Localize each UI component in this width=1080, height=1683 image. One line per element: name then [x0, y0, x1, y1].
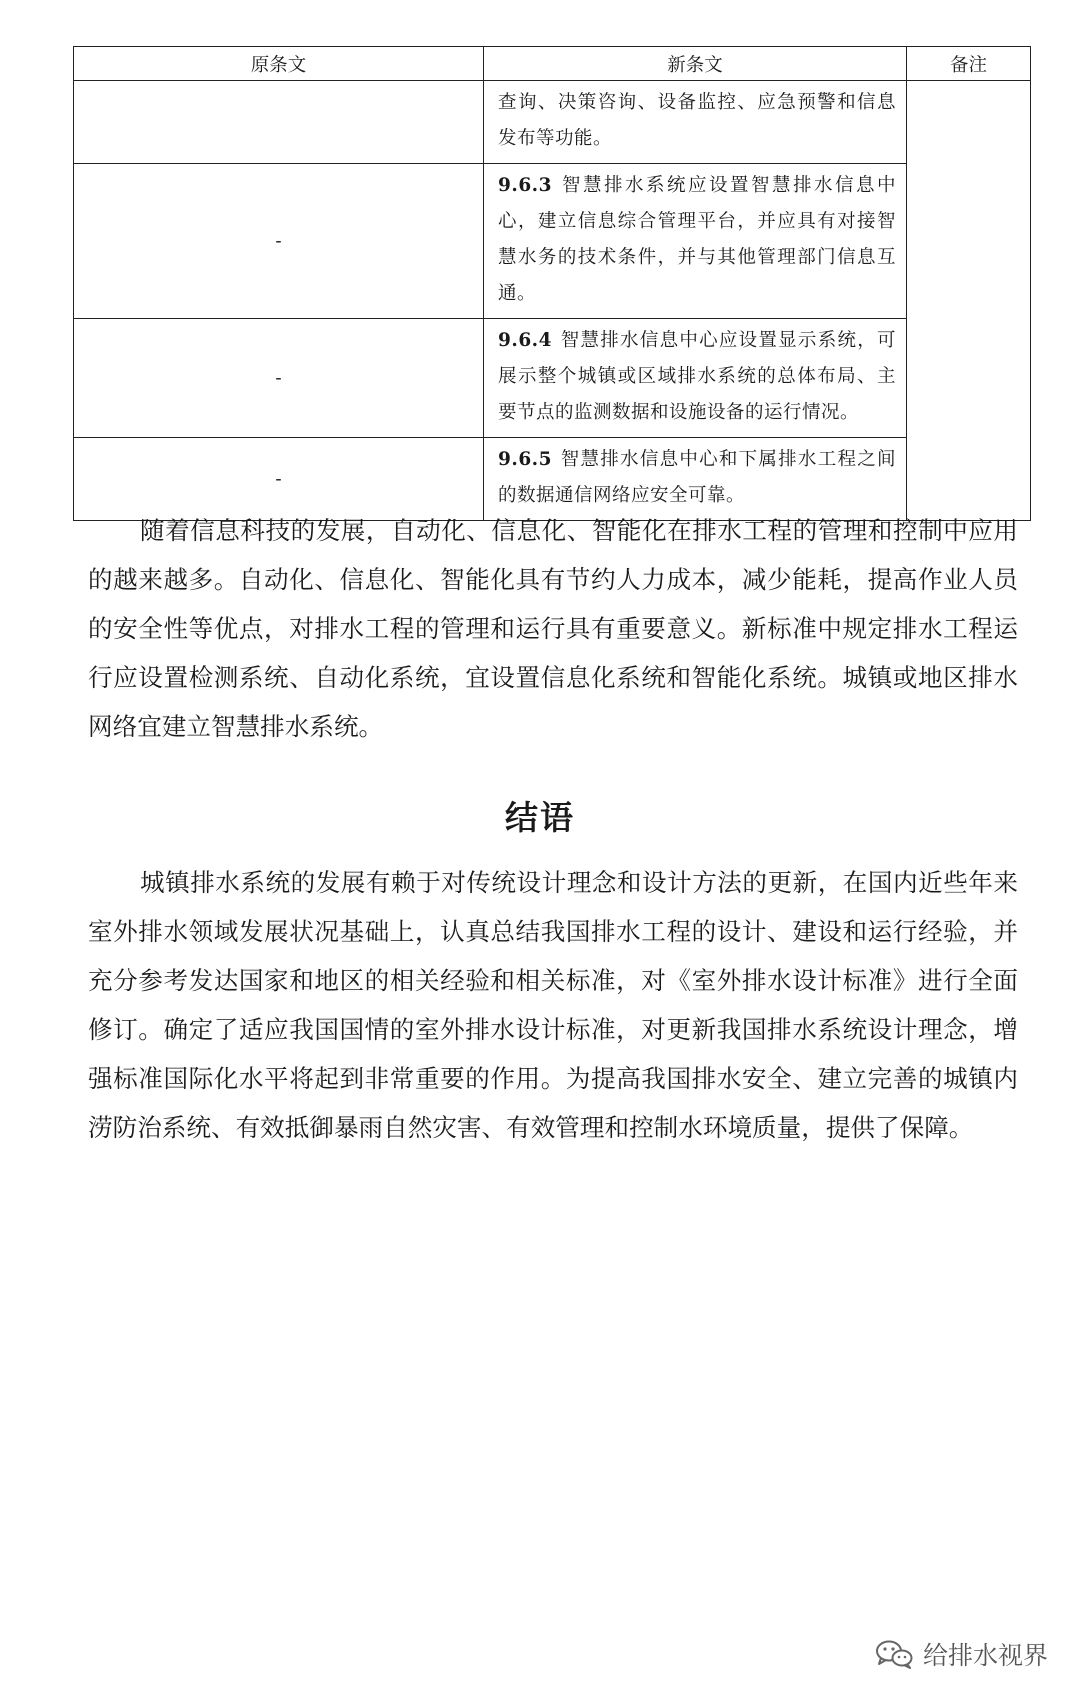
- clause-comparison-table: [73, 46, 1031, 521]
- body-paragraph-conclusion: 城镇排水系统的发展有赖于对传统设计理念和设计方法的更新，在国内近些年来室外排水领域发展状况基础上，认真总结我国排水工程的设计、建设和运行经验，并充分参考发达国家和地区的相关经验和相关标准，对《室外排水设计标准》进行全面修订。确定了适应我国国情的室外排水设计标准，对更新我国排水系统设计理念，增强标准国际化水平将起到非常重要的作用。为提高我国排水安全、建立完善的城镇内涝防治系统、有效抵御暴雨自然灾害、有效管理和控制水环境质量，提供了保障。: [88, 868, 1018, 1142]
- table-row: [74, 81, 1031, 164]
- clause-number: 9.6.5: [498, 449, 552, 470]
- original-clause-cell: [74, 81, 484, 164]
- original-clause-cell: -: [74, 319, 484, 438]
- new-clause-cell: [484, 164, 907, 319]
- body-paragraph-intro: 随着信息科技的发展，自动化、信息化、智能化在排水工程的管理和控制中应用的越来越多。自动化、信息化、智能化具有节约人力成本，减少能耗，提高作业人员的安全性等优点，对排水工程的管理和运行具有重要意义。新标准中规定排水工程运行应设置检测系统、自动化系统，宜设置信息化系统和智能化系统。城镇或地区排水网络宜建立智慧排水系统。: [88, 516, 1018, 741]
- new-clause-cell: [484, 319, 907, 438]
- new-clause-text: 智慧排水系统应设置智慧排水信息中心，建立信息综合管理平台，并应具有对接智慧水务的技术条件，并与其他管理部门信息互通。: [498, 175, 896, 304]
- clause-number: 9.6.3: [498, 175, 552, 196]
- new-clause-text: 智慧排水信息中心应设置显示系统，可展示整个城镇或区域排水系统的总体布局、主要节点的监测数据和设施设备的运行情况。: [498, 330, 896, 423]
- section-heading-conclusion: 结语: [505, 798, 575, 837]
- source-watermark: [875, 1636, 1048, 1672]
- watermark-text: 给排水视界: [922, 1641, 1048, 1670]
- header-remarks: 备注: [907, 47, 1031, 81]
- remarks-cell: [907, 81, 1031, 521]
- original-clause-cell: -: [74, 438, 484, 521]
- table-header-row: [74, 47, 1031, 81]
- clause-number: 9.6.4: [498, 330, 552, 351]
- new-clause-text: 查询、决策咨询、设备监控、应急预警和信息发布等功能。: [498, 92, 896, 149]
- wechat-icon: [875, 1639, 913, 1669]
- table-row: [74, 319, 1031, 438]
- header-original-clause: 原条文: [74, 47, 484, 81]
- new-clause-cell: [484, 81, 907, 164]
- original-clause-cell: -: [74, 164, 484, 319]
- header-new-clause: 新条文: [484, 47, 907, 81]
- table-row: [74, 164, 1031, 319]
- new-clause-text: 智慧排水信息中心和下属排水工程之间的数据通信网络应安全可靠。: [498, 449, 896, 506]
